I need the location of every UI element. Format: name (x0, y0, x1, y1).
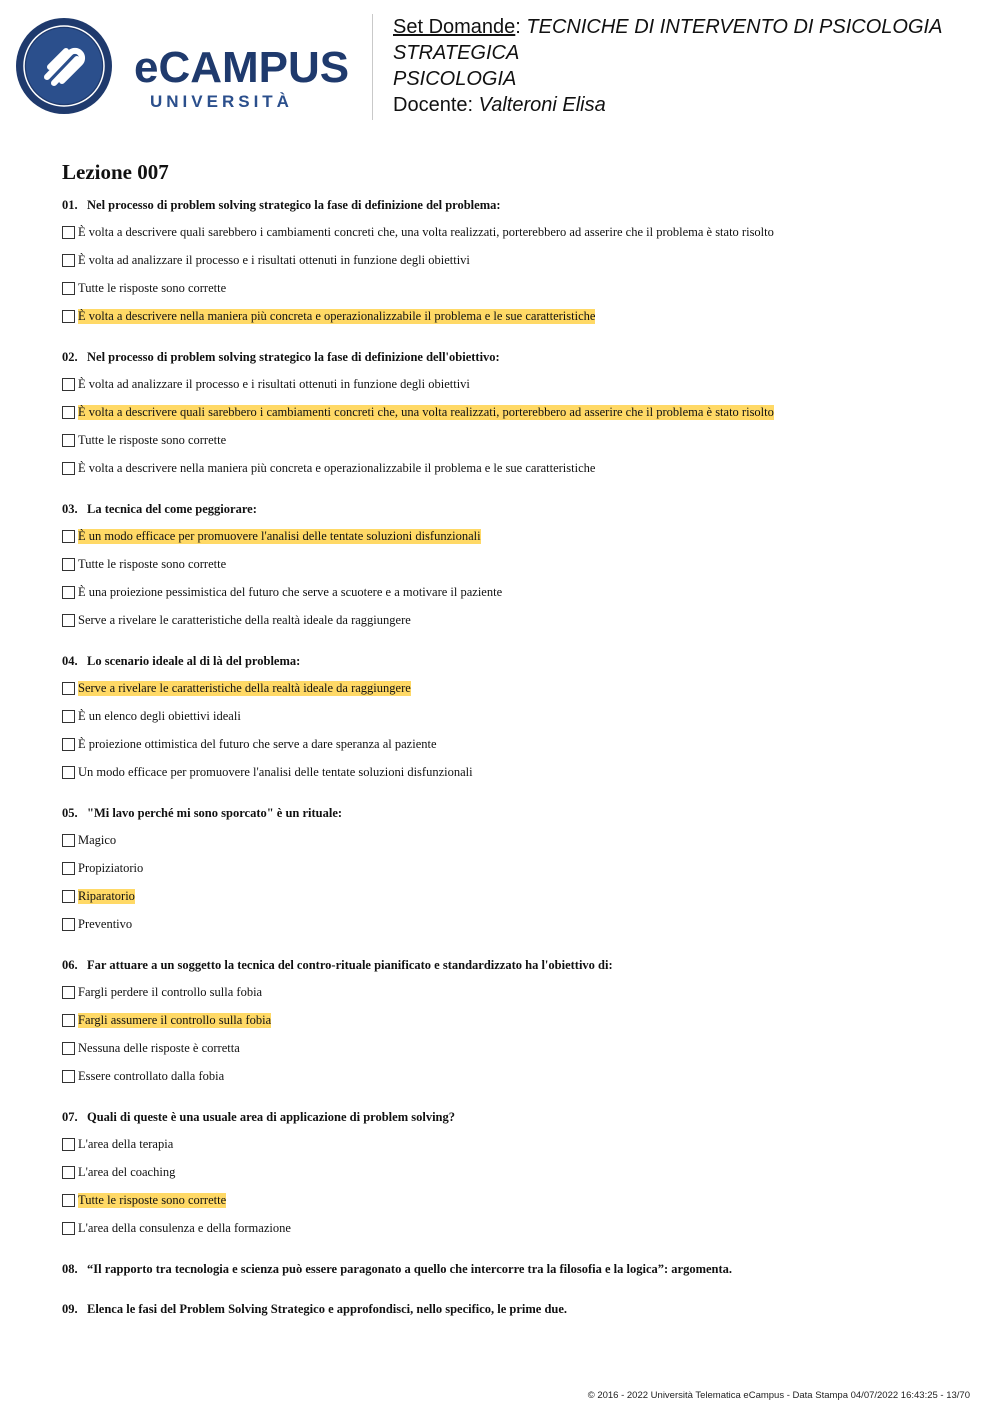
question-text (62, 952, 962, 978)
answer-option[interactable] (62, 730, 962, 758)
question-number: 07. (62, 1110, 78, 1124)
question-number: 04. (62, 654, 78, 668)
answer-checkbox[interactable] (62, 1014, 75, 1027)
ecampus-logo (14, 15, 359, 117)
question-1 (62, 192, 962, 330)
answer-option[interactable] (62, 578, 962, 606)
correct-answer-label: È un modo efficace per promuovere l'analisi delle tentate soluzioni disfunzionali (78, 528, 481, 543)
answer-checkbox[interactable] (62, 766, 75, 779)
question-label: "Mi lavo perché mi sono sporcato" è un rituale: (87, 806, 343, 820)
answer-option[interactable] (62, 606, 962, 634)
answer-checkbox[interactable] (62, 890, 75, 903)
question-8 (62, 1256, 962, 1282)
answer-option[interactable] (62, 854, 962, 882)
answer-checkbox[interactable] (62, 586, 75, 599)
question-2 (62, 344, 962, 482)
correct-answer-label: Riparatorio (78, 888, 135, 903)
document-header (393, 14, 983, 118)
answer-checkbox[interactable] (62, 682, 75, 695)
docente: Docente: Valteroni Elisa (393, 94, 606, 116)
answer-option[interactable] (62, 674, 962, 702)
answer-label: Tutte le risposte sono corrette (78, 280, 227, 295)
correct-answer-label: Tutte le risposte sono corrette (78, 1192, 227, 1207)
answer-checkbox[interactable] (62, 378, 75, 391)
answer-checkbox[interactable] (62, 1138, 75, 1151)
answer-label: Preventivo (78, 916, 133, 931)
question-text (62, 344, 962, 370)
question-text (62, 1256, 962, 1282)
answer-label: È proiezione ottimistica del futuro che serve a dare speranza al paziente (78, 736, 437, 751)
answer-label: È una proiezione pessimistica del futuro che serve a scuotere e a motivare il paziente (78, 584, 503, 599)
question-text (62, 1296, 962, 1322)
svg-text:UNIVERSITÀ: UNIVERSITÀ (150, 92, 293, 111)
question-text (62, 648, 962, 674)
answer-label: Tutte le risposte sono corrette (78, 432, 227, 447)
answer-label: È un elenco degli obiettivi ideali (78, 708, 241, 723)
answer-option[interactable] (62, 1186, 962, 1214)
answer-checkbox[interactable] (62, 918, 75, 931)
question-label: Quali di queste è una usuale area di applicazione di problem solving? (87, 1110, 455, 1124)
answer-checkbox[interactable] (62, 1194, 75, 1207)
answer-label: Magico (78, 832, 117, 847)
answer-option[interactable] (62, 702, 962, 730)
answer-checkbox[interactable] (62, 434, 75, 447)
question-5 (62, 800, 962, 938)
answer-option[interactable] (62, 370, 962, 398)
answer-checkbox[interactable] (62, 558, 75, 571)
lesson-title: Lezione 007 (62, 160, 169, 184)
correct-answer-label: Serve a rivelare le caratteristiche della realtà ideale da raggiungere (78, 680, 411, 695)
question-text (62, 192, 962, 218)
answer-checkbox[interactable] (62, 614, 75, 627)
answer-checkbox[interactable] (62, 530, 75, 543)
answer-label: È volta a descrivere nella maniera più concreta e operazionalizzabile il problema e le sue caratteristiche (78, 460, 596, 475)
answer-label: Tutte le risposte sono corrette (78, 556, 227, 571)
question-text (62, 1104, 962, 1130)
page-footer: © 2016 - 2022 Università Telematica eCampus - Data Stampa 04/07/2022 16:43:25 - 13/70 (587, 1390, 970, 1401)
answer-option[interactable] (62, 882, 962, 910)
answer-option[interactable] (62, 758, 962, 786)
answer-label: È volta ad analizzare il processo e i risultati ottenuti in funzione degli obiettivi (78, 376, 470, 391)
question-number: 03. (62, 502, 78, 516)
question-number: 08. (62, 1262, 78, 1276)
question-number: 09. (62, 1302, 78, 1316)
answer-checkbox[interactable] (62, 834, 75, 847)
answer-label: Fargli perdere il controllo sulla fobia (78, 984, 263, 999)
svg-text:eCAMPUS: eCAMPUS (134, 43, 350, 92)
answer-option[interactable] (62, 1158, 962, 1186)
answer-checkbox[interactable] (62, 1166, 75, 1179)
answer-option[interactable] (62, 826, 962, 854)
answer-option[interactable] (62, 1130, 962, 1158)
question-number: 05. (62, 806, 78, 820)
question-number: 01. (62, 198, 78, 212)
correct-answer-label: È volta a descrivere nella maniera più concreta e operazionalizzabile il problema e le sue caratteristiche (78, 308, 596, 323)
answer-option[interactable] (62, 550, 962, 578)
set-title-continued: STRATEGICA (393, 42, 520, 64)
course-name: PSICOLOGIA (393, 68, 517, 90)
question-label: Lo scenario ideale al di là del problema: (87, 654, 301, 668)
answer-label: È volta a descrivere quali sarebbero i cambiamenti concreti che, una volta realizzati, porterebbero ad asserire che il problema è stato risolto (78, 224, 774, 239)
answer-checkbox[interactable] (62, 406, 75, 419)
answer-option[interactable] (62, 1214, 962, 1242)
answer-option[interactable] (62, 218, 962, 246)
question-list (62, 192, 962, 1336)
answer-checkbox[interactable] (62, 862, 75, 875)
answer-option[interactable] (62, 1006, 962, 1034)
question-4 (62, 648, 962, 786)
question-label: Far attuare a un soggetto la tecnica del contro-rituale pianificato e standardizzato ha l'obiettivo di: (87, 958, 613, 972)
question-7 (62, 1104, 962, 1242)
question-label: “Il rapporto tra tecnologia e scienza può essere paragonato a quello che intercorre tra la filosofia e la logica”: argomenta. (87, 1262, 733, 1276)
answer-label: L'area della consulenza e della formazione (78, 1220, 291, 1235)
question-label: Elenca le fasi del Problem Solving Strategico e approfondisci, nello specifico, le prime due. (87, 1302, 568, 1316)
correct-answer-label: È volta a descrivere quali sarebbero i cambiamenti concreti che, una volta realizzati, porterebbero ad asserire che il problema è stato risolto (78, 404, 774, 419)
answer-option[interactable] (62, 398, 962, 426)
answer-label: Nessuna delle risposte è corretta (78, 1040, 240, 1055)
answer-checkbox[interactable] (62, 254, 75, 267)
set-title: Set Domande: TECNICHE DI INTERVENTO DI PSICOLOGIA (393, 16, 943, 38)
answer-option[interactable] (62, 454, 962, 482)
answer-checkbox[interactable] (62, 282, 75, 295)
question-number: 02. (62, 350, 78, 364)
question-number: 06. (62, 958, 78, 972)
question-3 (62, 496, 962, 634)
answer-checkbox[interactable] (62, 310, 75, 323)
answer-option[interactable] (62, 522, 962, 550)
correct-answer-label: Fargli assumere il controllo sulla fobia (78, 1012, 272, 1027)
answer-checkbox[interactable] (62, 738, 75, 751)
answer-option[interactable] (62, 1034, 962, 1062)
answer-option[interactable] (62, 910, 962, 938)
question-9 (62, 1296, 962, 1322)
answer-label: L'area della terapia (78, 1136, 174, 1151)
answer-checkbox[interactable] (62, 1070, 75, 1083)
answer-checkbox[interactable] (62, 710, 75, 723)
answer-label: Propiziatorio (78, 860, 144, 875)
answer-option[interactable] (62, 274, 962, 302)
answer-option[interactable] (62, 426, 962, 454)
answer-option[interactable] (62, 978, 962, 1006)
answer-checkbox[interactable] (62, 1042, 75, 1055)
question-6 (62, 952, 962, 1090)
answer-label: Serve a rivelare le caratteristiche della realtà ideale da raggiungere (78, 612, 411, 627)
answer-checkbox[interactable] (62, 986, 75, 999)
question-text (62, 800, 962, 826)
question-text (62, 496, 962, 522)
answer-label: È volta ad analizzare il processo e i risultati ottenuti in funzione degli obiettivi (78, 252, 470, 267)
answer-option[interactable] (62, 246, 962, 274)
header-divider (372, 14, 373, 120)
answer-option[interactable] (62, 1062, 962, 1090)
question-label: Nel processo di problem solving strategico la fase di definizione dell'obiettivo: (87, 350, 500, 364)
answer-checkbox[interactable] (62, 1222, 75, 1235)
question-label: La tecnica del come peggiorare: (87, 502, 257, 516)
answer-option[interactable] (62, 302, 962, 330)
answer-label: Un modo efficace per promuovere l'analisi delle tentate soluzioni disfunzionali (78, 764, 473, 779)
answer-label: Essere controllato dalla fobia (78, 1068, 225, 1083)
question-label: Nel processo di problem solving strategico la fase di definizione del problema: (87, 198, 501, 212)
answer-label: L'area del coaching (78, 1164, 176, 1179)
answer-checkbox[interactable] (62, 226, 75, 239)
answer-checkbox[interactable] (62, 462, 75, 475)
